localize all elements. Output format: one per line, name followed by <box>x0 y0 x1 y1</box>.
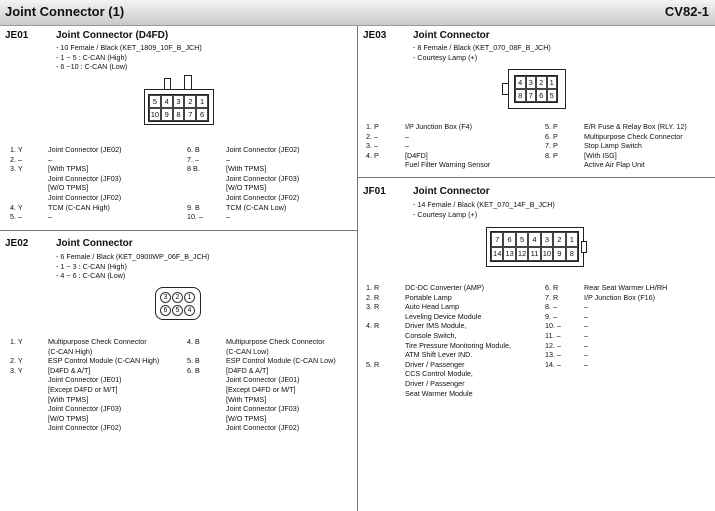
connector-pin: 4 <box>184 305 195 316</box>
pin-description: [D4FD] <box>405 150 428 160</box>
pin-description: Joint Connector (JE01) <box>226 375 300 385</box>
je03-spec: - 8 Female / Black (KET_070_08F_B_JCH) - Courtesy Lamp (+) <box>413 43 551 62</box>
page-number: CV82-1 <box>664 4 709 19</box>
section-divider-left <box>0 230 357 231</box>
je01-pin-table <box>10 145 350 225</box>
pin-number: 9. – <box>545 311 557 321</box>
pin-description: Rear Seat Warmer LH/RH <box>584 283 668 292</box>
pin-description: Driver / Passenger <box>405 359 465 369</box>
pin-description: [W/O TPMS] <box>226 413 267 423</box>
column-divider <box>357 26 358 511</box>
jf01-pin-table <box>366 283 711 408</box>
connector-pin: 2 <box>536 76 547 89</box>
pin-number: 1. P <box>366 122 379 131</box>
connector-pin: 8 <box>173 108 185 121</box>
pin-number: 8 B. <box>187 164 200 174</box>
connector-pin: 14 <box>491 247 503 262</box>
pin-description: [Except D4FD or M/T] <box>48 384 118 394</box>
pin-description: TCM (C-CAN Low) <box>226 202 287 212</box>
pin-number: 3. Y <box>10 365 23 375</box>
pin-number: 2. – <box>10 154 22 164</box>
connector-pin: 2 <box>184 95 196 108</box>
pin-number: 4. R <box>366 321 380 331</box>
connector-pin: 6 <box>536 89 547 102</box>
pin-number: 6. B <box>187 365 200 375</box>
pin-number: 3. – <box>366 141 378 151</box>
pin-description: – <box>584 321 588 331</box>
pin-number: 2. R <box>366 292 380 302</box>
pin-description: I/P Junction Box (F4) <box>405 122 472 131</box>
pin-number: 9. B <box>187 202 200 212</box>
pin-number: 3. R <box>366 302 380 312</box>
pin-description: TCM (C-CAN High) <box>48 202 110 212</box>
pin-description: Multipurpose Check Connector <box>48 337 147 346</box>
pin-description: – <box>584 331 588 340</box>
pin-number: 2. Y <box>10 356 23 366</box>
je01-title: Joint Connector (D4FD) <box>56 30 169 41</box>
pin-number: 6. B <box>187 145 200 154</box>
pin-description: – <box>226 212 230 222</box>
connector-pin: 9 <box>553 247 565 262</box>
pin-description: [Except D4FD or M/T] <box>226 384 296 394</box>
connector-pin: 6 <box>503 232 515 247</box>
pin-description: Joint Connector (JF03) <box>48 173 122 183</box>
pin-number: 6. P <box>545 131 558 141</box>
pin-description: [With TPMS] <box>48 164 89 174</box>
pin-description: Multipurpose Check Connector <box>584 131 683 141</box>
pin-description: [W/O TPMS] <box>48 183 89 193</box>
pin-number: 12. – <box>545 340 561 350</box>
pin-description: [D4FD & A/T] <box>48 365 91 375</box>
pin-description: – <box>584 311 588 321</box>
pin-description: – <box>405 141 409 151</box>
je03-title: Joint Connector <box>413 30 490 41</box>
pin-number: 14. – <box>545 359 561 369</box>
connector-pin: 5 <box>172 305 183 316</box>
jf01-spec: - 14 Female / Black (KET_070_14F_B_JCH) - Courtesy Lamp (+) <box>413 200 555 219</box>
je03-pin-table <box>366 122 711 174</box>
pin-description: Tire Pressure Monitoring Module, <box>405 340 511 350</box>
pin-number: 5. B <box>187 356 200 366</box>
pin-description: Driver / Passenger <box>405 378 465 388</box>
pin-description: Multipurpose Check Connector <box>226 337 325 346</box>
pin-description: – <box>584 359 588 369</box>
je01-spec: - 10 Female / Black (KET_1809_10F_B_JCH) - 1 ~ 5 : C-CAN (High) - 6 ~10 : C-CAN (Low) <box>56 43 202 72</box>
pin-number: 5. – <box>10 212 22 222</box>
pin-number: 13. – <box>545 350 561 360</box>
connector-pin: 3 <box>160 292 171 303</box>
pin-description: – <box>584 302 588 312</box>
pin-number: 3. Y <box>10 164 23 174</box>
pin-description: Joint Connector (JF03) <box>226 173 300 183</box>
pin-number: 7. P <box>545 141 558 151</box>
pin-description: [With TPMS] <box>226 164 267 174</box>
pin-number: 1. R <box>366 283 380 292</box>
connector-pin: 7 <box>526 89 537 102</box>
je02-pin-table <box>10 337 350 447</box>
pin-number: 4. Y <box>10 202 23 212</box>
pin-description: [With TPMS] <box>226 394 267 404</box>
je02-title: Joint Connector <box>56 238 133 249</box>
pin-description: DC-DC Converter (AMP) <box>405 283 485 292</box>
pin-description: [D4FD & A/T] <box>226 365 269 375</box>
connector-pin: 1 <box>566 232 578 247</box>
je02-code: JE02 <box>5 238 29 249</box>
pin-number: 11. – <box>545 331 561 340</box>
pin-description: Joint Connector (JF03) <box>48 404 122 414</box>
connector-pin: 4 <box>161 95 173 108</box>
connector-pin: 2 <box>553 232 565 247</box>
pin-number: 4. B <box>187 337 200 346</box>
pin-description: – <box>48 212 52 222</box>
pin-description: I/P Junction Box (F16) <box>584 292 655 302</box>
pin-description: Fuel Filter Warning Sensor <box>405 160 491 170</box>
pin-number: 10. – <box>187 212 203 222</box>
pin-description: Joint Connector (JF02) <box>48 423 122 433</box>
pin-description: [W/O TPMS] <box>48 413 89 423</box>
connector-pin: 6 <box>160 305 171 316</box>
pin-description: (C-CAN High) <box>48 346 93 356</box>
pin-description: Portable Lamp <box>405 292 452 302</box>
pin-description: Auto Head Lamp <box>405 302 459 312</box>
pin-description: [With TPMS] <box>48 394 89 404</box>
connector-pin: 12 <box>516 247 528 262</box>
pin-description: [With ISG] <box>584 150 617 160</box>
page-title: Joint Connector (1) <box>5 4 125 19</box>
pin-description: Console Switch, <box>405 330 457 340</box>
connector-pin: 3 <box>173 95 185 108</box>
page-header <box>0 0 715 26</box>
connector-pin: 3 <box>526 76 537 89</box>
pin-description: Joint Connector (JF03) <box>226 404 300 414</box>
pin-description: ESP Control Module (C-CAN Low) <box>226 356 336 366</box>
pin-description: Joint Connector (JE01) <box>48 375 122 385</box>
connector-pin: 13 <box>503 247 515 262</box>
je03-code: JE03 <box>363 30 387 41</box>
pin-number: 6. R <box>545 283 559 292</box>
je01-code: JE01 <box>5 30 29 41</box>
jf01-code: JF01 <box>363 186 386 197</box>
connector-pin: 9 <box>161 108 173 121</box>
pin-description: Driver IMS Module, <box>405 321 467 331</box>
connector-pin: 3 <box>541 232 553 247</box>
jf01-title: Joint Connector <box>413 186 490 197</box>
pin-description: Stop Lamp Switch <box>584 141 642 151</box>
connector-pin: 4 <box>515 76 526 89</box>
pin-description: Leveling Device Module <box>405 311 482 321</box>
pin-description: – <box>405 131 409 141</box>
pin-description: Active Air Flap Unit <box>584 160 645 170</box>
pin-description: – <box>226 154 230 164</box>
pin-description: [W/O TPMS] <box>226 183 267 193</box>
connector-pin: 8 <box>566 247 578 262</box>
connector-pin: 2 <box>172 292 183 303</box>
connector-pin: 7 <box>184 108 196 121</box>
connector-pin: 5 <box>149 95 161 108</box>
pin-description: Seat Warmer Module <box>405 388 473 398</box>
pin-description: – <box>584 340 588 350</box>
pin-description: Joint Connector (JE02) <box>226 145 300 154</box>
pin-description: – <box>584 350 588 360</box>
pin-number: 10. – <box>545 321 561 331</box>
pin-description: Joint Connector (JF02) <box>48 192 122 202</box>
pin-number: 1. Y <box>10 337 23 346</box>
je02-spec: - 6 Female / Black (KET_090IIWP_06F_B_JCH) - 1 ~ 3 : C-CAN (High) - 4 ~ 6 : C-CAN (Low) <box>56 252 210 281</box>
connector-pin: 4 <box>528 232 540 247</box>
pin-number: 8. – <box>545 302 557 312</box>
section-divider-right <box>358 177 715 178</box>
pin-description: – <box>48 154 52 164</box>
pin-description: ATM Shift Lever IND. <box>405 350 473 360</box>
pin-number: 7. R <box>545 292 559 302</box>
pin-description: Joint Connector (JF02) <box>226 423 300 433</box>
pin-number: 8. P <box>545 150 558 160</box>
connector-pin: 1 <box>547 76 558 89</box>
connector-pin: 10 <box>541 247 553 262</box>
pin-description: (C-CAN Low) <box>226 346 269 356</box>
pin-number: 5. R <box>366 359 380 369</box>
connector-pin: 5 <box>547 89 558 102</box>
pin-description: Joint Connector (JF02) <box>226 192 300 202</box>
pin-description: ESP Control Module (C-CAN High) <box>48 356 160 366</box>
connector-pin: 1 <box>184 292 195 303</box>
pin-number: 5. P <box>545 122 558 131</box>
pin-description: CCS Control Module, <box>405 369 473 379</box>
connector-pin: 8 <box>515 89 526 102</box>
connector-pin: 6 <box>196 108 208 121</box>
pin-description: Joint Connector (JE02) <box>48 145 122 154</box>
connector-pin: 11 <box>528 247 540 262</box>
pin-number: 2. – <box>366 131 378 141</box>
pin-description: E/R Fuse & Relay Box (RLY. 12) <box>584 122 687 131</box>
connector-pin: 5 <box>516 232 528 247</box>
pin-number: 4. P <box>366 150 379 160</box>
pin-number: 1. Y <box>10 145 23 154</box>
connector-pin: 1 <box>196 95 208 108</box>
connector-pin: 10 <box>150 110 160 119</box>
connector-pin: 7 <box>491 232 503 247</box>
pin-number: 7. – <box>187 154 199 164</box>
